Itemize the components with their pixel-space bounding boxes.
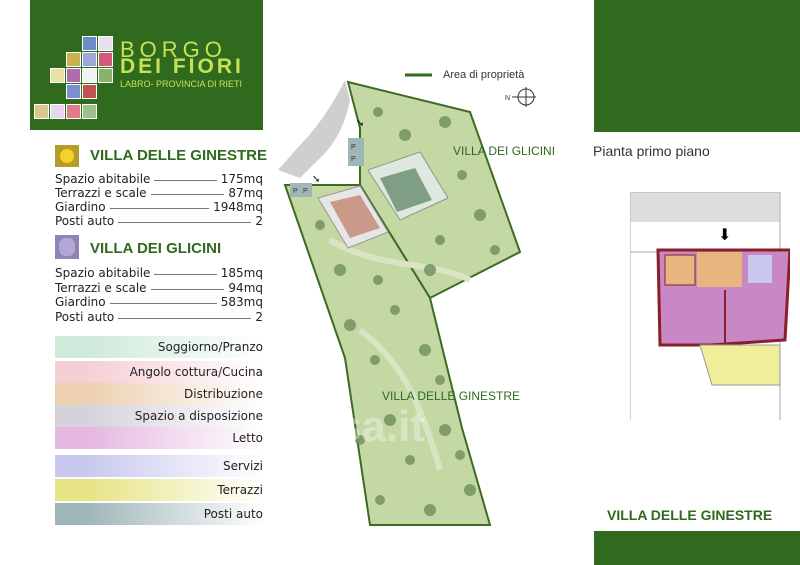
brand-line-1: BORGO xyxy=(120,37,227,62)
spec-label: Giardino xyxy=(55,200,110,214)
bottom-right-bar xyxy=(594,531,800,565)
villa-ginestre-title: VILLA DELLE GINESTRE xyxy=(90,147,267,164)
spec-label: Giardino xyxy=(55,295,110,309)
spec-value: 2 xyxy=(251,310,263,324)
spec-row xyxy=(55,281,263,295)
parking-marker: P xyxy=(351,156,356,163)
spec-row xyxy=(55,214,263,228)
spec-label: Terrazzi e scale xyxy=(55,186,151,200)
spec-value: 185mq xyxy=(217,266,263,280)
spec-row xyxy=(55,310,263,324)
legend-item xyxy=(55,383,265,405)
spec-label: Posti auto xyxy=(55,214,118,228)
legend-label: Spazio a disposizione xyxy=(134,409,263,423)
legend-item xyxy=(55,455,265,477)
top-right-bar xyxy=(594,0,800,132)
glicini-flower-icon xyxy=(55,235,79,259)
spec-value: 94mq xyxy=(224,281,263,295)
spec-row xyxy=(55,186,263,200)
spec-value: 87mq xyxy=(224,186,263,200)
entrance-arrow-icon: ➘ xyxy=(356,118,365,129)
brand-line-3: LABRO- PROVINCIA DI RIETI xyxy=(120,79,243,89)
spec-label: Terrazzi e scale xyxy=(55,281,151,295)
spec-value: 175mq xyxy=(217,172,263,186)
map-label-ginestre: VILLA DELLE GINESTRE xyxy=(382,389,521,403)
property-label: Area di proprietà xyxy=(443,69,525,81)
legend-label: Soggiorno/Pranzo xyxy=(157,340,263,354)
entrance-arrow-icon: ⬇ xyxy=(718,227,732,244)
parking-marker: P xyxy=(351,144,356,151)
floor-plan xyxy=(630,192,790,422)
north-arrow-icon xyxy=(512,87,536,107)
legend-item xyxy=(55,503,265,525)
legend-item xyxy=(55,479,265,501)
plan-title: Pianta primo piano xyxy=(593,143,710,159)
spec-row xyxy=(55,172,263,186)
spec-label: Spazio abitabile xyxy=(55,266,154,280)
parking-marker: P xyxy=(303,188,308,195)
parking-marker: P xyxy=(293,188,298,195)
access-road xyxy=(278,80,350,178)
plan-footer-title: VILLA DELLE GINESTRE xyxy=(607,507,773,523)
legend-label: Angolo cottura/Cucina xyxy=(129,365,263,379)
spec-label: Posti auto xyxy=(55,310,118,324)
legend-item xyxy=(55,336,265,358)
north-label: N xyxy=(505,95,511,102)
legend-item xyxy=(55,405,265,427)
legend-label: Distribuzione xyxy=(184,387,263,401)
spec-label: Spazio abitabile xyxy=(55,172,154,186)
spec-value: 2 xyxy=(251,214,263,228)
stair-core xyxy=(665,255,695,285)
spec-value: 1948mq xyxy=(209,200,263,214)
bathroom xyxy=(748,255,772,283)
brand-line-2: DEI FIORI xyxy=(120,55,244,78)
legend-item xyxy=(55,427,265,449)
villa-glicini-title: VILLA DEI GLICINI xyxy=(90,240,222,257)
spec-value: 583mq xyxy=(217,295,263,309)
legend-label: Servizi xyxy=(222,459,263,473)
map-label-glicini: VILLA DEI GLICINI xyxy=(453,144,556,158)
legend-label: Terrazzi xyxy=(217,483,263,497)
spec-row xyxy=(55,266,263,280)
legend-label: Posti auto xyxy=(203,507,263,521)
terrace xyxy=(700,345,780,385)
ginestre-flower-icon xyxy=(55,145,79,167)
roof-hatch xyxy=(630,192,780,222)
logo-panel xyxy=(30,0,263,130)
legend-item xyxy=(55,361,265,383)
hall xyxy=(697,252,742,287)
watermark: casa.it xyxy=(288,402,425,451)
legend-label: Letto xyxy=(232,431,263,445)
spec-row xyxy=(55,295,263,309)
spec-row xyxy=(55,200,263,214)
site-map xyxy=(270,60,590,540)
entrance-arrow-icon: ➘ xyxy=(312,174,321,185)
